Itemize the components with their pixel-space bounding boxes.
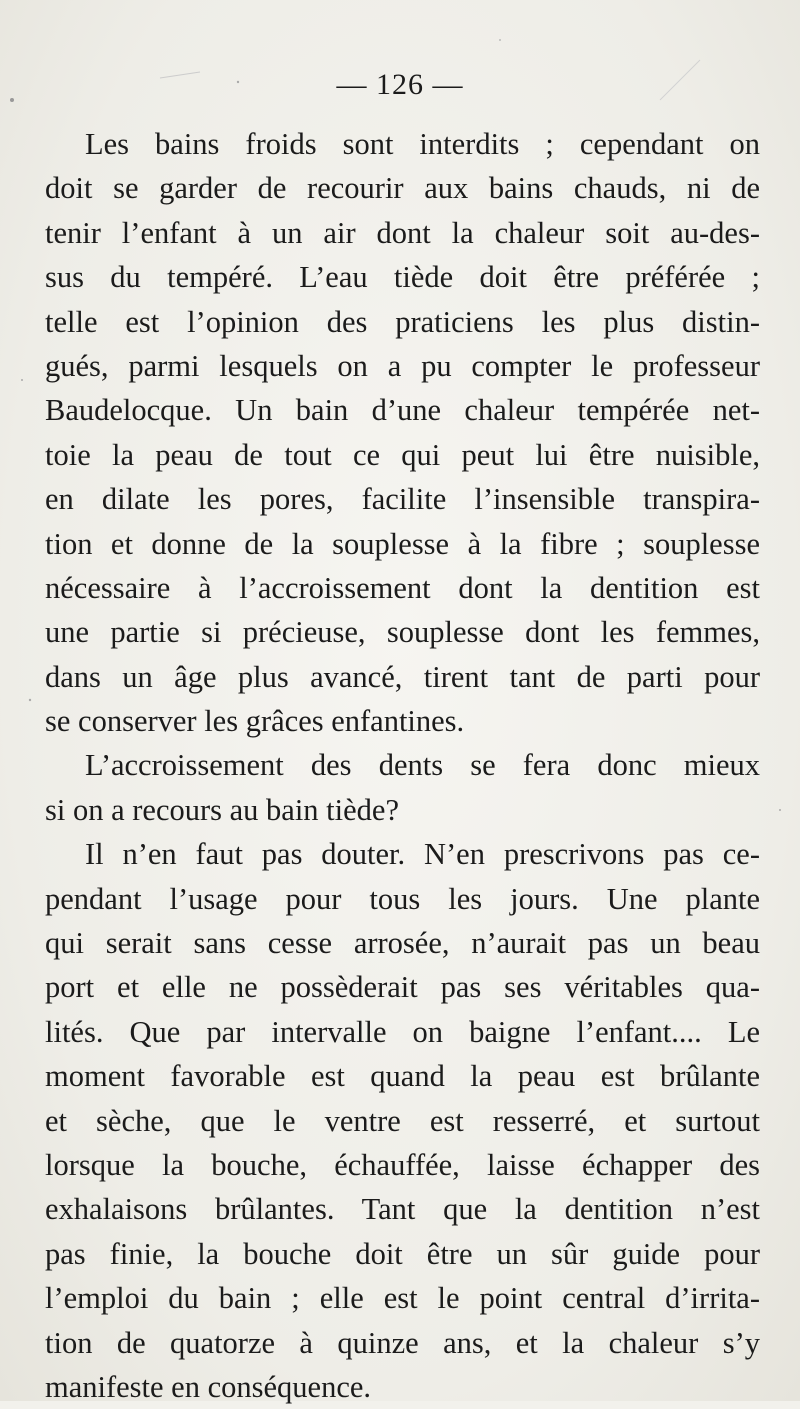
- text-line: Baudelocque. Un bain d’une chaleur tempérée net-: [45, 393, 760, 428]
- text-line: tenir l’enfant à un air dont la chaleur soit au-des-: [45, 215, 760, 250]
- text-line: port et elle ne possèderait pas ses véritables qua-: [45, 970, 760, 1005]
- text-line: moment favorable est quand la peau est brûlante: [45, 1059, 760, 1094]
- paragraph: [45, 832, 760, 1409]
- text-line: doit se garder de recourir aux bains chauds, ni de: [45, 171, 760, 206]
- text-line: dans un âge plus avancé, tirent tant de parti pour: [45, 659, 760, 694]
- text-line: une partie si précieuse, souplesse dont les femmes,: [45, 615, 760, 650]
- text-line: tion et donne de la souplesse à la fibre ; souplesse: [45, 526, 760, 561]
- text-line: Il n’en faut pas douter. N’en prescrivons pas ce-: [85, 837, 760, 872]
- text-line: si on a recours au bain tiède?: [45, 792, 399, 827]
- text-line: en dilate les pores, facilite l’insensible transpira-: [45, 482, 760, 517]
- page-number: — 126 —: [336, 68, 464, 101]
- text-line: Les bains froids sont interdits ; cependant on: [85, 127, 760, 161]
- text-line: L’accroissement des dents se fera donc mieux: [85, 748, 760, 783]
- text-line: qui serait sans cesse arrosée, n’aurait pas un beau: [45, 926, 760, 961]
- text-line: sus du tempéré. L’eau tiède doit être préférée ;: [45, 260, 760, 295]
- text-line: tion de quatorze à quinze ans, et la chaleur s’y: [45, 1325, 760, 1360]
- text-line: manifeste en conséquence.: [45, 1369, 372, 1404]
- text-line: gués, parmi lesquels on a pu compter le professeur: [45, 348, 760, 383]
- paragraph: [45, 122, 760, 743]
- paragraph: [45, 743, 760, 832]
- text-line: exhalaisons brûlantes. Tant que la dentition n’est: [45, 1192, 760, 1227]
- text-line: telle est l’opinion des praticiens les plus distin-: [45, 304, 760, 339]
- text-line: nécessaire à l’accroissement dont la dentition est: [45, 570, 760, 605]
- text-line: et sèche, que le ventre est resserré, et surtout: [45, 1103, 760, 1138]
- body-text: [45, 122, 760, 1409]
- text-line: toie la peau de tout ce qui peut lui être nuisible,: [45, 437, 760, 472]
- text-line: l’emploi du bain ; elle est le point central d’irrita-: [45, 1281, 760, 1316]
- text-line: se conserver les grâces enfantines.: [45, 704, 465, 739]
- text-line: lorsque la bouche, échauffée, laisse échapper des: [45, 1147, 760, 1182]
- text-line: pendant l’usage pour tous les jours. Une plante: [45, 881, 760, 916]
- text-line: pas finie, la bouche doit être un sûr guide pour: [45, 1236, 760, 1271]
- text-line: lités. Que par intervalle on baigne l’enfant.... Le: [45, 1014, 760, 1049]
